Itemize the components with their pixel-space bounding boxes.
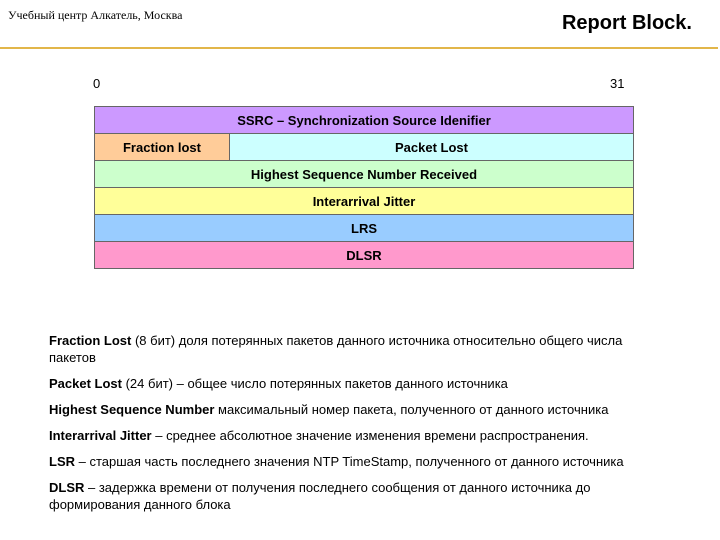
description-term: Interarrival Jitter	[49, 428, 152, 443]
field-highest-sequence: Highest Sequence Number Received	[95, 161, 633, 187]
description-text: – задержка времени от получения последнего сообщения от данного источника до формирования данного блока	[49, 480, 591, 512]
description-text: – среднее абсолютное значение изменения времени распространения.	[151, 428, 589, 443]
description-item	[49, 332, 669, 366]
description-item	[49, 375, 669, 392]
row-highest-seq	[94, 161, 634, 188]
description-term: Highest Sequence Number	[49, 402, 215, 417]
description-term: LSR	[49, 454, 75, 469]
field-ssrc: SSRC – Synchronization Source Idenifier	[95, 107, 633, 133]
description-text: (24 бит) – общее число потерянных пакетов данного источника	[121, 376, 508, 391]
description-term: DLSR	[49, 480, 85, 495]
row-lrs	[94, 215, 634, 242]
header-divider	[0, 47, 718, 49]
description-text: (8 бит) доля потерянных пакетов данного источника относительно общего числа пакетов	[49, 333, 623, 365]
report-block-diagram	[94, 106, 634, 269]
bit-end-label: 31	[610, 76, 625, 91]
description-text: максимальный номер пакета, полученного от данного источника	[214, 402, 609, 417]
bit-start-label: 0	[93, 76, 101, 91]
organization-label: Учебный центр Алкатель, Москва	[8, 8, 183, 22]
row-jitter	[94, 188, 634, 215]
description-item	[49, 453, 669, 470]
field-packet-lost: Packet Lost	[230, 134, 633, 160]
row-dlsr	[94, 242, 634, 269]
description-item	[49, 479, 669, 513]
field-interarrival-jitter: Interarrival Jitter	[95, 188, 633, 214]
description-term: Fraction Lost	[49, 333, 132, 348]
description-item	[49, 401, 669, 418]
field-dlsr: DLSR	[95, 242, 633, 268]
description-term: Packet Lost	[49, 376, 122, 391]
field-fraction-lost: Fraction lost	[95, 134, 230, 160]
description-item	[49, 427, 669, 444]
row-ssrc	[94, 106, 634, 134]
field-lrs: LRS	[95, 215, 633, 241]
row-fraction-packet	[94, 134, 634, 161]
field-descriptions	[49, 332, 669, 522]
description-text: – старшая часть последнего значения NTP TimeStamp, полученного от данного источника	[75, 454, 624, 469]
page-title: Report Block.	[561, 12, 692, 34]
